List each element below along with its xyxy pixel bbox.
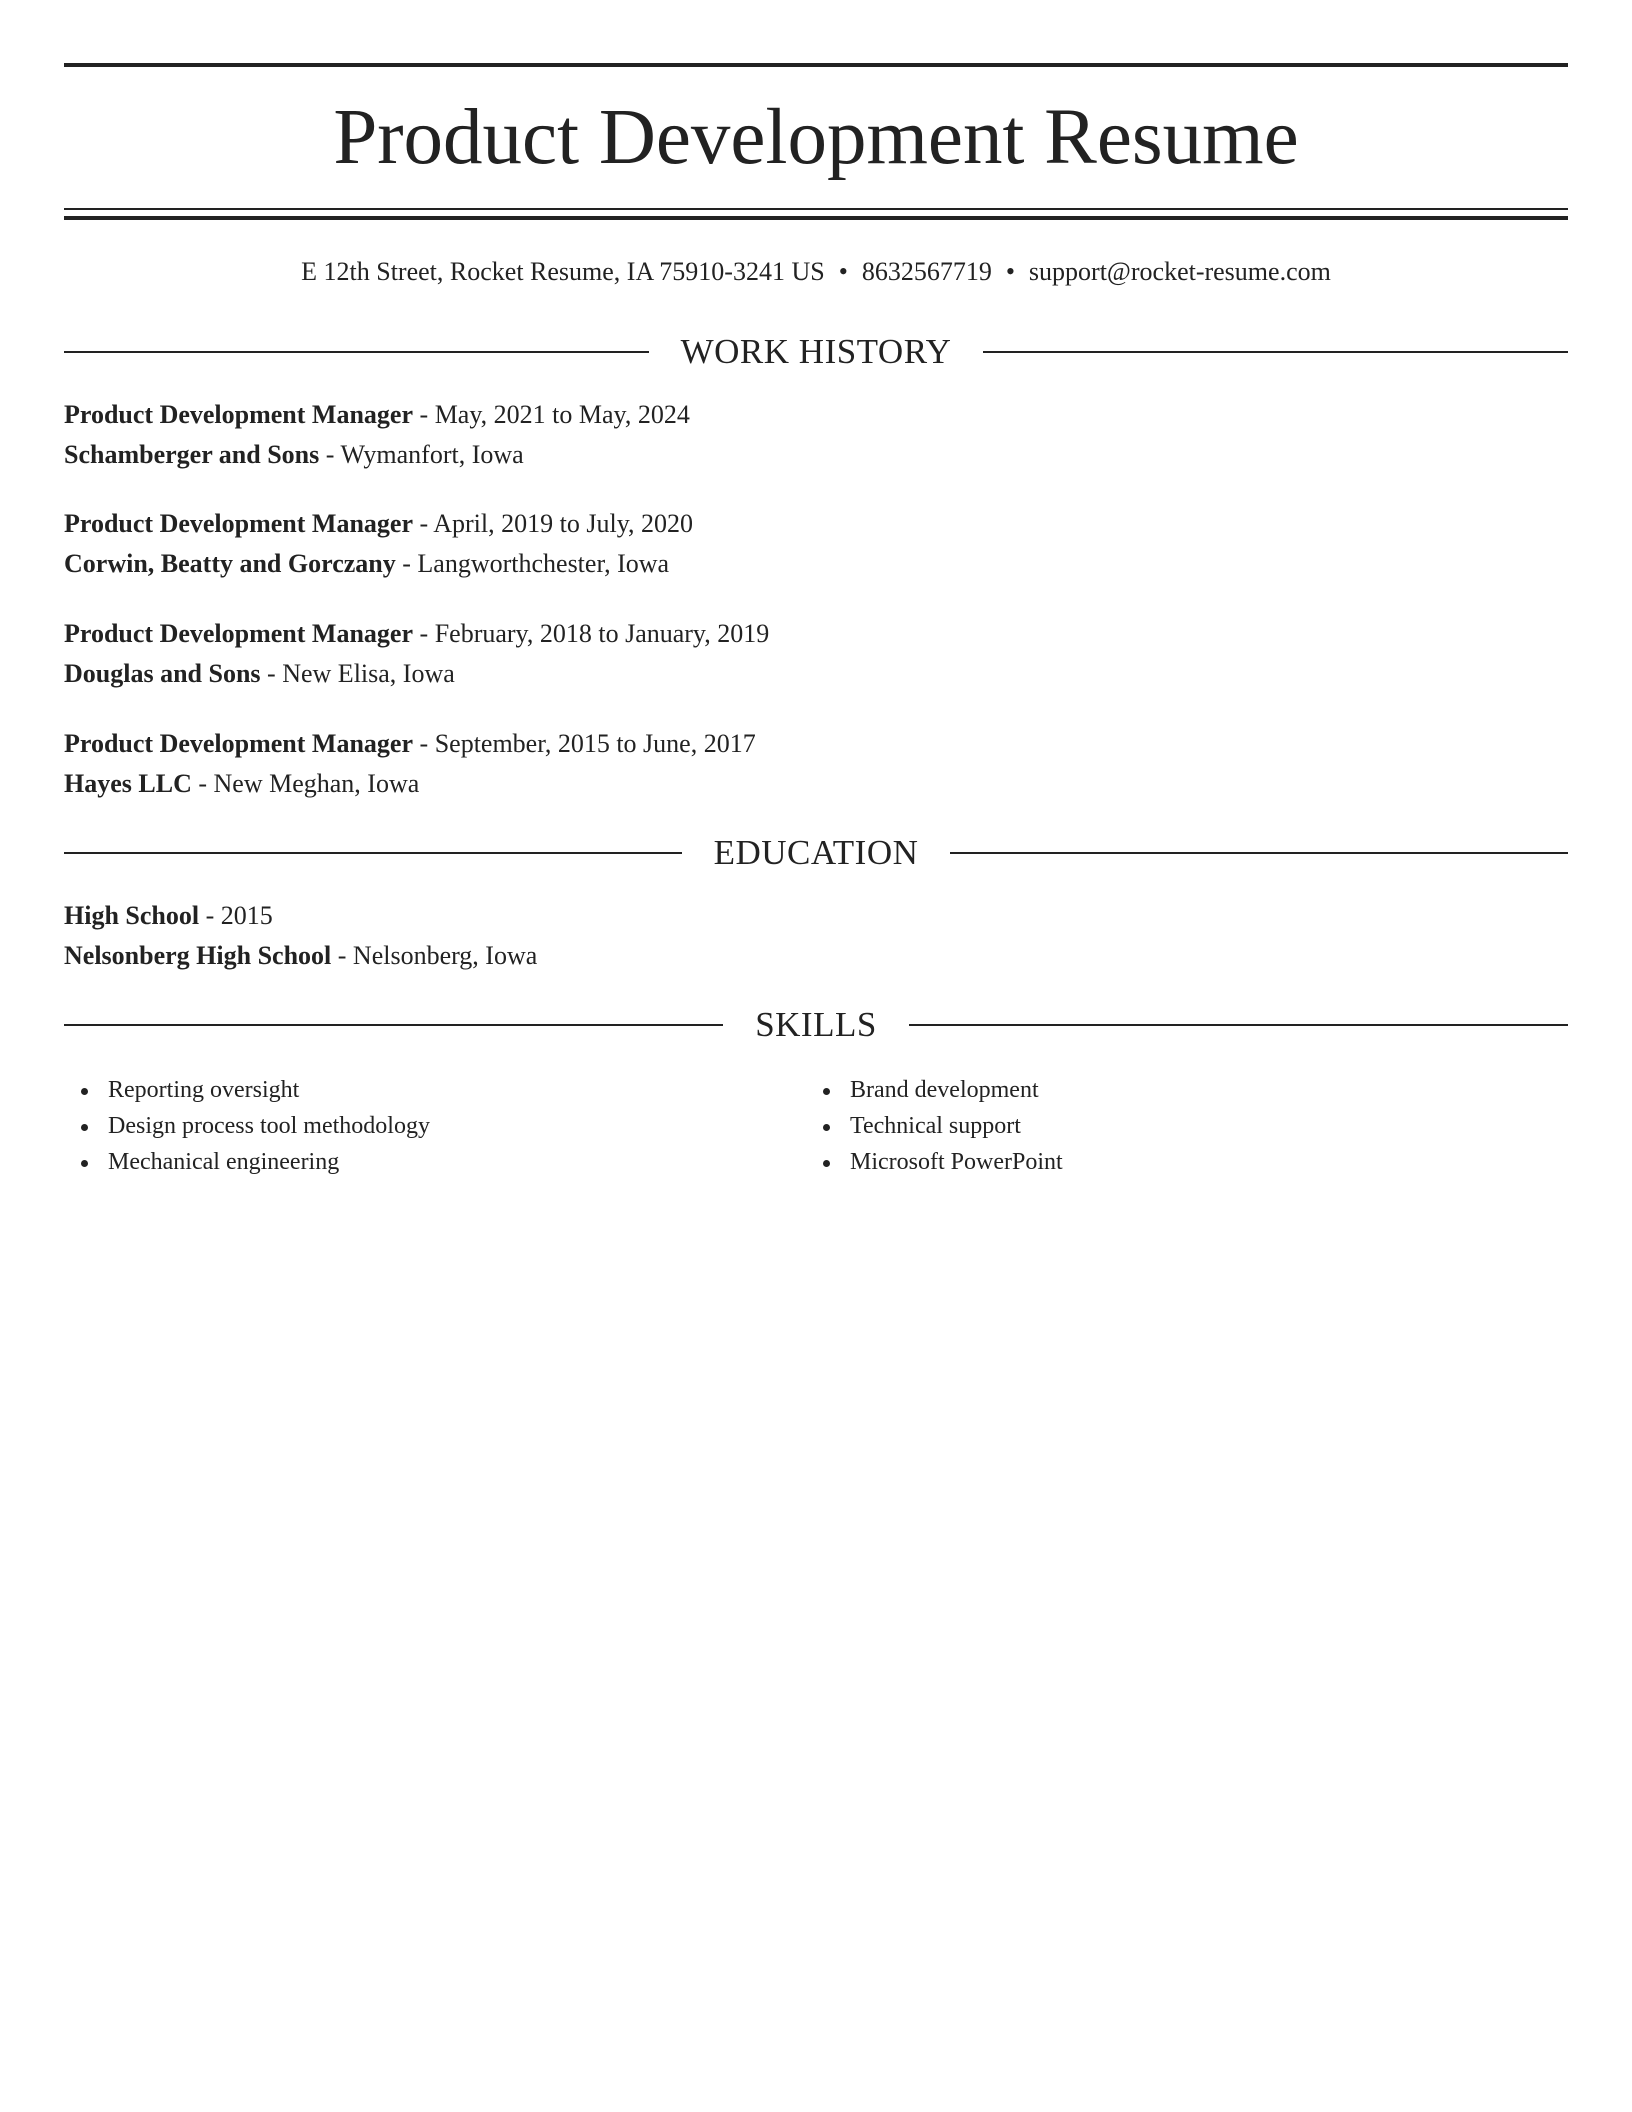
skill-item: Technical support	[806, 1108, 1548, 1144]
dash: -	[413, 509, 434, 538]
work-company-line	[64, 764, 1568, 804]
education-degree: High School	[64, 901, 200, 930]
skills-column-right	[806, 1072, 1548, 1180]
skill-item: Design process tool methodology	[64, 1108, 806, 1144]
work-entry	[64, 614, 1568, 694]
work-history-label: WORK HISTORY	[680, 332, 952, 371]
title-rule-thick	[64, 216, 1568, 220]
work-role: Product Development Manager	[64, 729, 414, 758]
education-year: 2015	[220, 901, 273, 930]
heading-rule-right	[983, 351, 1568, 353]
heading-rule-left	[64, 852, 682, 854]
dash: -	[260, 659, 283, 688]
work-company-line	[64, 544, 1568, 584]
work-dates: February, 2018 to January, 2019	[434, 619, 770, 648]
heading-rule-left	[64, 1024, 723, 1026]
heading-rule-left	[64, 351, 649, 353]
education-entry	[64, 896, 1568, 976]
work-role: Product Development Manager	[64, 619, 414, 648]
contact-line	[64, 252, 1568, 292]
education-label: EDUCATION	[713, 833, 919, 872]
work-company-line	[64, 654, 1568, 694]
dash: -	[413, 619, 435, 648]
contact-email: support@rocket-resume.com	[1028, 257, 1331, 286]
contact-separator: •	[838, 257, 848, 286]
dash: -	[319, 440, 341, 469]
resume-title: Product Development Resume	[333, 94, 1299, 181]
dash: -	[413, 729, 435, 758]
work-entry	[64, 504, 1568, 584]
work-location: New Meghan, Iowa	[213, 769, 420, 798]
work-company: Douglas and Sons	[64, 659, 261, 688]
work-company-line	[64, 435, 1568, 475]
dash: -	[199, 901, 221, 930]
dash: -	[331, 941, 353, 970]
top-rule	[64, 63, 1568, 67]
work-role: Product Development Manager	[64, 400, 414, 429]
education-degree-line	[64, 896, 1568, 936]
skills-heading	[64, 1001, 1568, 1049]
work-role-line	[64, 614, 1568, 654]
work-location: New Elisa, Iowa	[282, 659, 455, 688]
work-company: Hayes LLC	[64, 769, 192, 798]
work-company: Schamberger and Sons	[64, 440, 320, 469]
skills-label: SKILLS	[755, 1005, 877, 1044]
skill-item: Reporting oversight	[64, 1072, 806, 1108]
heading-rule-right	[909, 1024, 1568, 1026]
work-dates: April, 2019 to July, 2020	[433, 509, 694, 538]
skills-column-left	[64, 1072, 806, 1180]
skill-item: Brand development	[806, 1072, 1548, 1108]
work-entry	[64, 395, 1568, 475]
work-company: Corwin, Beatty and Gorczany	[64, 549, 396, 578]
skills-list	[64, 1072, 1568, 1180]
work-role: Product Development Manager	[64, 509, 414, 538]
dash: -	[413, 400, 435, 429]
title-rule-thin	[64, 208, 1568, 210]
education-school-line	[64, 936, 1568, 976]
work-role-line	[64, 395, 1568, 435]
work-entry	[64, 724, 1568, 804]
education-location: Nelsonberg, Iowa	[352, 941, 538, 970]
work-role-line	[64, 504, 1568, 544]
heading-rule-right	[950, 852, 1568, 854]
work-dates: September, 2015 to June, 2017	[434, 729, 756, 758]
skill-item: Microsoft PowerPoint	[806, 1144, 1548, 1180]
work-location: Wymanfort, Iowa	[340, 440, 524, 469]
work-history-heading	[64, 328, 1568, 376]
work-dates: May, 2021 to May, 2024	[434, 400, 690, 429]
work-role-line	[64, 724, 1568, 764]
education-school: Nelsonberg High School	[64, 941, 332, 970]
dash: -	[395, 549, 418, 578]
contact-address: E 12th Street, Rocket Resume, IA 75910-3241 US	[301, 257, 825, 286]
education-heading	[64, 829, 1568, 877]
dash: -	[191, 769, 214, 798]
contact-phone: 8632567719	[861, 257, 992, 286]
work-location: Langworthchester, Iowa	[417, 549, 670, 578]
contact-separator: •	[1005, 257, 1015, 286]
skill-item: Mechanical engineering	[64, 1144, 806, 1180]
